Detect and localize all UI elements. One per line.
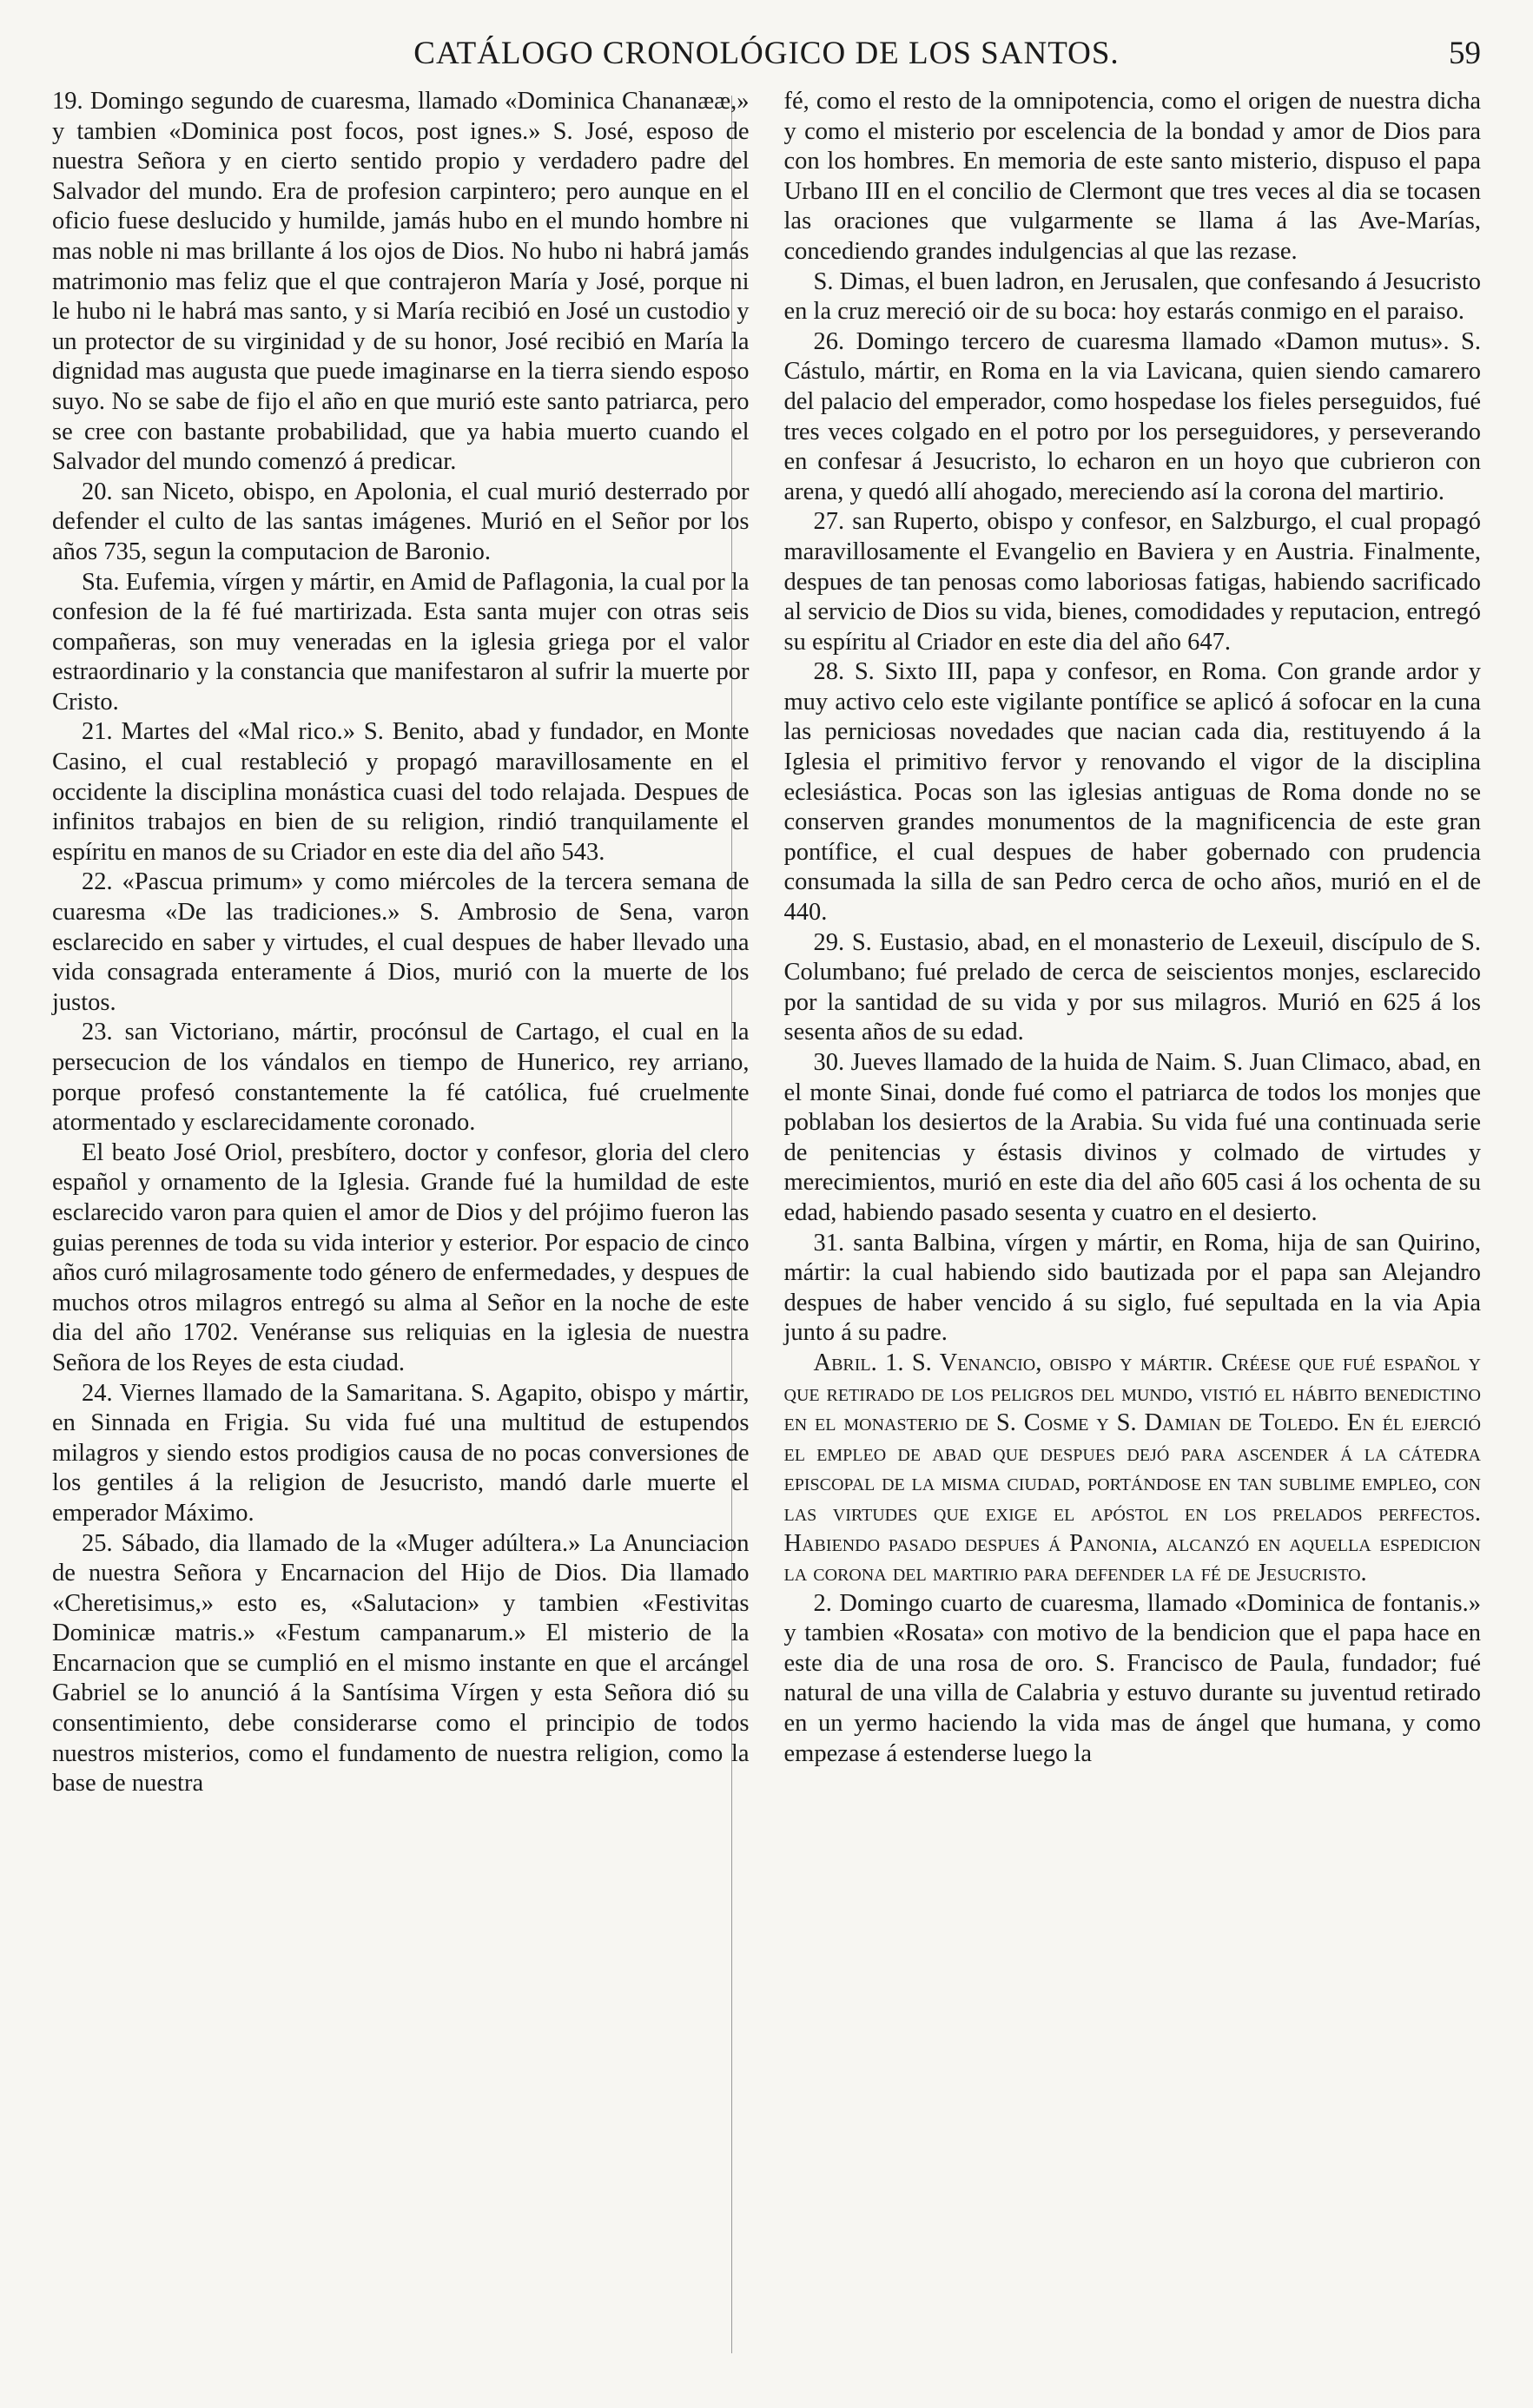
entry-right-2: S. Dimas, el buen ladron, en Jerusalen, que confesando á Jesucristo en la cruz mereció oir de su boca: hoy estarás conmigo en el paraiso. (783, 267, 1481, 326)
entry-left-4: 21. Martes del «Mal rico.» S. Benito, abad y fundador, en Monte Casino, el cual restableció y propagó maravillosamente en el occidente la disciplina monástica cuasi del todo relajada. Despues de infinitos trabajos en bien de su religion, rindió tranquilamente el espíritu en manos de su Criador en este dia del año 543. (52, 718, 750, 866)
entry-left-7: El beato José Oriol, presbítero, doctor y confesor, gloria del clero español y ornamento de la Iglesia. Grande fué la humildad de este esclarecido varon para quien el amor de Dios y del prójimo fueron las guias perennes de toda su vida interior y esterior. Por espacio de cinco años curó milagrosamente todo género de enfermedades, y despues de muchos otros milagros entregó su alma al Señor en la noche de este dia del año 1702. Venéranse sus reliquias en la iglesia de nuestra Señora de los Reyes de esta ciudad. (52, 1138, 750, 1376)
entry-left-6: 23. san Victoriano, mártir, procónsul de Cartago, el cual en la persecucion de los vándalos en tiempo de Hunerico, rey arriano, porque profesó constantemente la fé católica, fué cruelmente atormentado y esclarecidamente coronado. (52, 1019, 750, 1137)
entry-right-6: 29. S. Eustasio, abad, en el monasterio de Lexeuil, discípulo de S. Columbano; fué prelado de cerca de seiscientos monjes, esclarecido por la santidad de su vida y por sus milagros. Murió en 625 á los sesenta años de su edad. (783, 928, 1481, 1046)
entry-right-8: 31. santa Balbina, vírgen y mártir, en Roma, hija de san Quirino, mártir: la cual habiendo sido bautizada por el papa san Alejandro despues de haber vencido á su siglo, fué sepultada en la via Apia junto á su padre. (783, 1229, 1481, 1347)
page-header (52, 35, 1481, 87)
entry-right-9: Abril. 1. S. Venancio, obispo y mártir. Créese que fué español y que retirado de los peligros del mundo, vistió el hábito benedictino en el monasterio de S. Cosme y S. Damian de Toledo. En él ejerció el empleo de abad que despues dejó para ascender á la cátedra episcopal de la misma ciudad, portándose en tan sublime empleo, con las virtudes que exige el apóstol en los prelados perfectos. Habiendo pasado despues á Panonia, alcanzó en aquella espedicion la corona del martirio para defender la fé de Jesucristo. (783, 1349, 1481, 1587)
entry-left-9: 25. Sábado, dia llamado de la «Muger adúltera.» La Anunciacion de nuestra Señora y Encarnacion del Hijo de Dios. Dia llamado «Cheretisimus,» esto es, «Salutacion» y tambien «Festivitas Dominicæ matris.» «Festum campanarum.» El misterio de la Encarnacion que se cumplió en el mismo instante en que el arcángel Gabriel se lo anunció á la Santísima Vírgen y esta Señora dió su consentimiento, debe considerarse como el principio de todos nuestros misterios, como el fundamento de nuestra religion, como la base de nuestra (52, 1529, 750, 1798)
entry-right-10: 2. Domingo cuarto de cuaresma, llamado «Dominica de fontanis.» y tambien «Rosata» con motivo de la bendicion que el papa hace en este dia de una rosa de oro. S. Francisco de Paula, fundador; fué natural de una villa de Calabria y estuvo durante su juventud retirado en un yermo haciendo la vida mas de ángel que humana, y como empezase á estenderse luego la (783, 1589, 1481, 1767)
entry-right-7: 30. Jueves llamado de la huida de Naim. S. Juan Climaco, abad, en el monte Sinai, donde fué como el patriarca de todos los monjes que poblaban los desiertos de la Arabia. Su vida fué una continuada serie de penitencias y éstasis divinos y colmado de virtudes y merecimientos, murió en este dia del año 605 casi á los ochenta de su edad, habiendo pasado sesenta y cuatro en el desierto. (783, 1049, 1481, 1226)
entry-left-1: 19. Domingo segundo de cuaresma, llamado «Dominica Chananææ,» y tambien «Dominica post focos, post ignes.» S. José, esposo de nuestra Señora y en cierto sentido propio y verdadero padre del Salvador del mundo. Era de profesion carpintero; pero aunque en el oficio fuese deslucido y humilde, jamás hubo en el mundo hombre ni mas noble ni mas brillante á los ojos de Dios. No hubo ni habrá jamás matrimonio mas feliz que el que contrajeron María y José, porque ni le hubo ni le habrá mas santo, y si María recibió en José un custodio y un protector de su virginidad y de su honor, José recibió en María la dignidad mas augusta que puede imaginarse en la tierra siendo esposo suyo. No se sabe de fijo el año en que murió este santo patriarca, pero se cree con bastante probabilidad, que ya habia muerto cuando el Salvador del mundo comenzó á predicar. (52, 88, 750, 476)
entry-left-8: 24. Viernes llamado de la Samaritana. S. Agapito, obispo y mártir, en Sinnada en Frigia. Su vida fué una multitud de estupendos milagros y siendo estos prodigios causa de no pocas conversiones de los gentiles á la religion de Jesucristo, mandó darle muerte el emperador Máximo. (52, 1379, 750, 1527)
right-column (784, 87, 1482, 2371)
entry-right-4: 27. san Ruperto, obispo y confesor, en Salzburgo, el cual propagó maravillosamente el Evangelio en Baviera y en Austria. Finalmente, despues de tan penosas como laboriosas fatigas, habiendo sacrificado al servicio de Dios su vida, bienes, comodidades y reputacion, entregó su espíritu al Criador en este dia del año 647. (783, 508, 1481, 656)
entry-left-5: 22. «Pascua primum» y como miércoles de la tercera semana de cuaresma «De las tradiciones.» S. Ambrosio de Sena, varon esclarecido en saber y virtudes, el cual despues de haber llevado una vida consagrada enteramente á Dios, murió con la muerte de los justos. (52, 868, 750, 1016)
text-columns (52, 87, 1481, 2371)
entry-right-1: fé, como el resto de la omnipotencia, como el origen de nuestra dicha y como el misterio por escelencia de la bondad y amor de Dios para con los hombres. En memoria de este santo misterio, dispuso el papa Urbano III en el concilio de Clermont que tres veces al dia se tocasen las oraciones que vulgarmente se llama á las Ave-Marías, concediendo grandes indulgencias al que las rezase. (783, 88, 1481, 265)
left-column (52, 87, 750, 2371)
page-number: 59 (1449, 36, 1481, 71)
entry-right-3: 26. Domingo tercero de cuaresma llamado «Damon mutus». S. Cástulo, mártir, en Roma en la via Lavicana, quien siendo camarero del palacio del emperador, como hospedase los fieles perseguidos, fué tres veces colgado en el potro por los perseguidores, y perseverando en confesar á Jesucristo, lo echaron en un hoyo que cubrieron con arena, y quedó allí ahogado, mereciendo así la corona del martirio. (783, 327, 1481, 505)
entry-right-5: 28. S. Sixto III, papa y confesor, en Roma. Con grande ardor y muy activo celo este vigilante pontífice se aplicó á sofocar en la cuna las perniciosas novedades que nacian cada dia, restituyendo á la Iglesia el primitivo fervor y renovando el vigor de la disciplina eclesiástica. Pocas son las iglesias antiguas de Roma donde no se conserven grandes monumentos de la magnificencia de este gran pontífice, el cual despues de haber gobernado con prudencia consumada la silla de san Pedro cerca de ocho años, murió en el de 440. (783, 658, 1481, 927)
entry-left-2: 20. san Niceto, obispo, en Apolonia, el cual murió desterrado por defender el culto de las santas imágenes. Murió en el Señor por los años 735, segun la computacion de Baronio. (52, 478, 750, 565)
running-title: CATÁLOGO CRONOLÓGICO DE LOS SANTOS. (413, 36, 1120, 71)
entry-left-3: Sta. Eufemia, vírgen y mártir, en Amid de Paflagonia, la cual por la confesion de la fé fué martirizada. Esta santa mujer con otras seis compañeras, son muy veneradas en la iglesia griega por el valor estraordinario y la constancia que manifestaron al sufrir la muerte por Cristo. (52, 568, 750, 716)
